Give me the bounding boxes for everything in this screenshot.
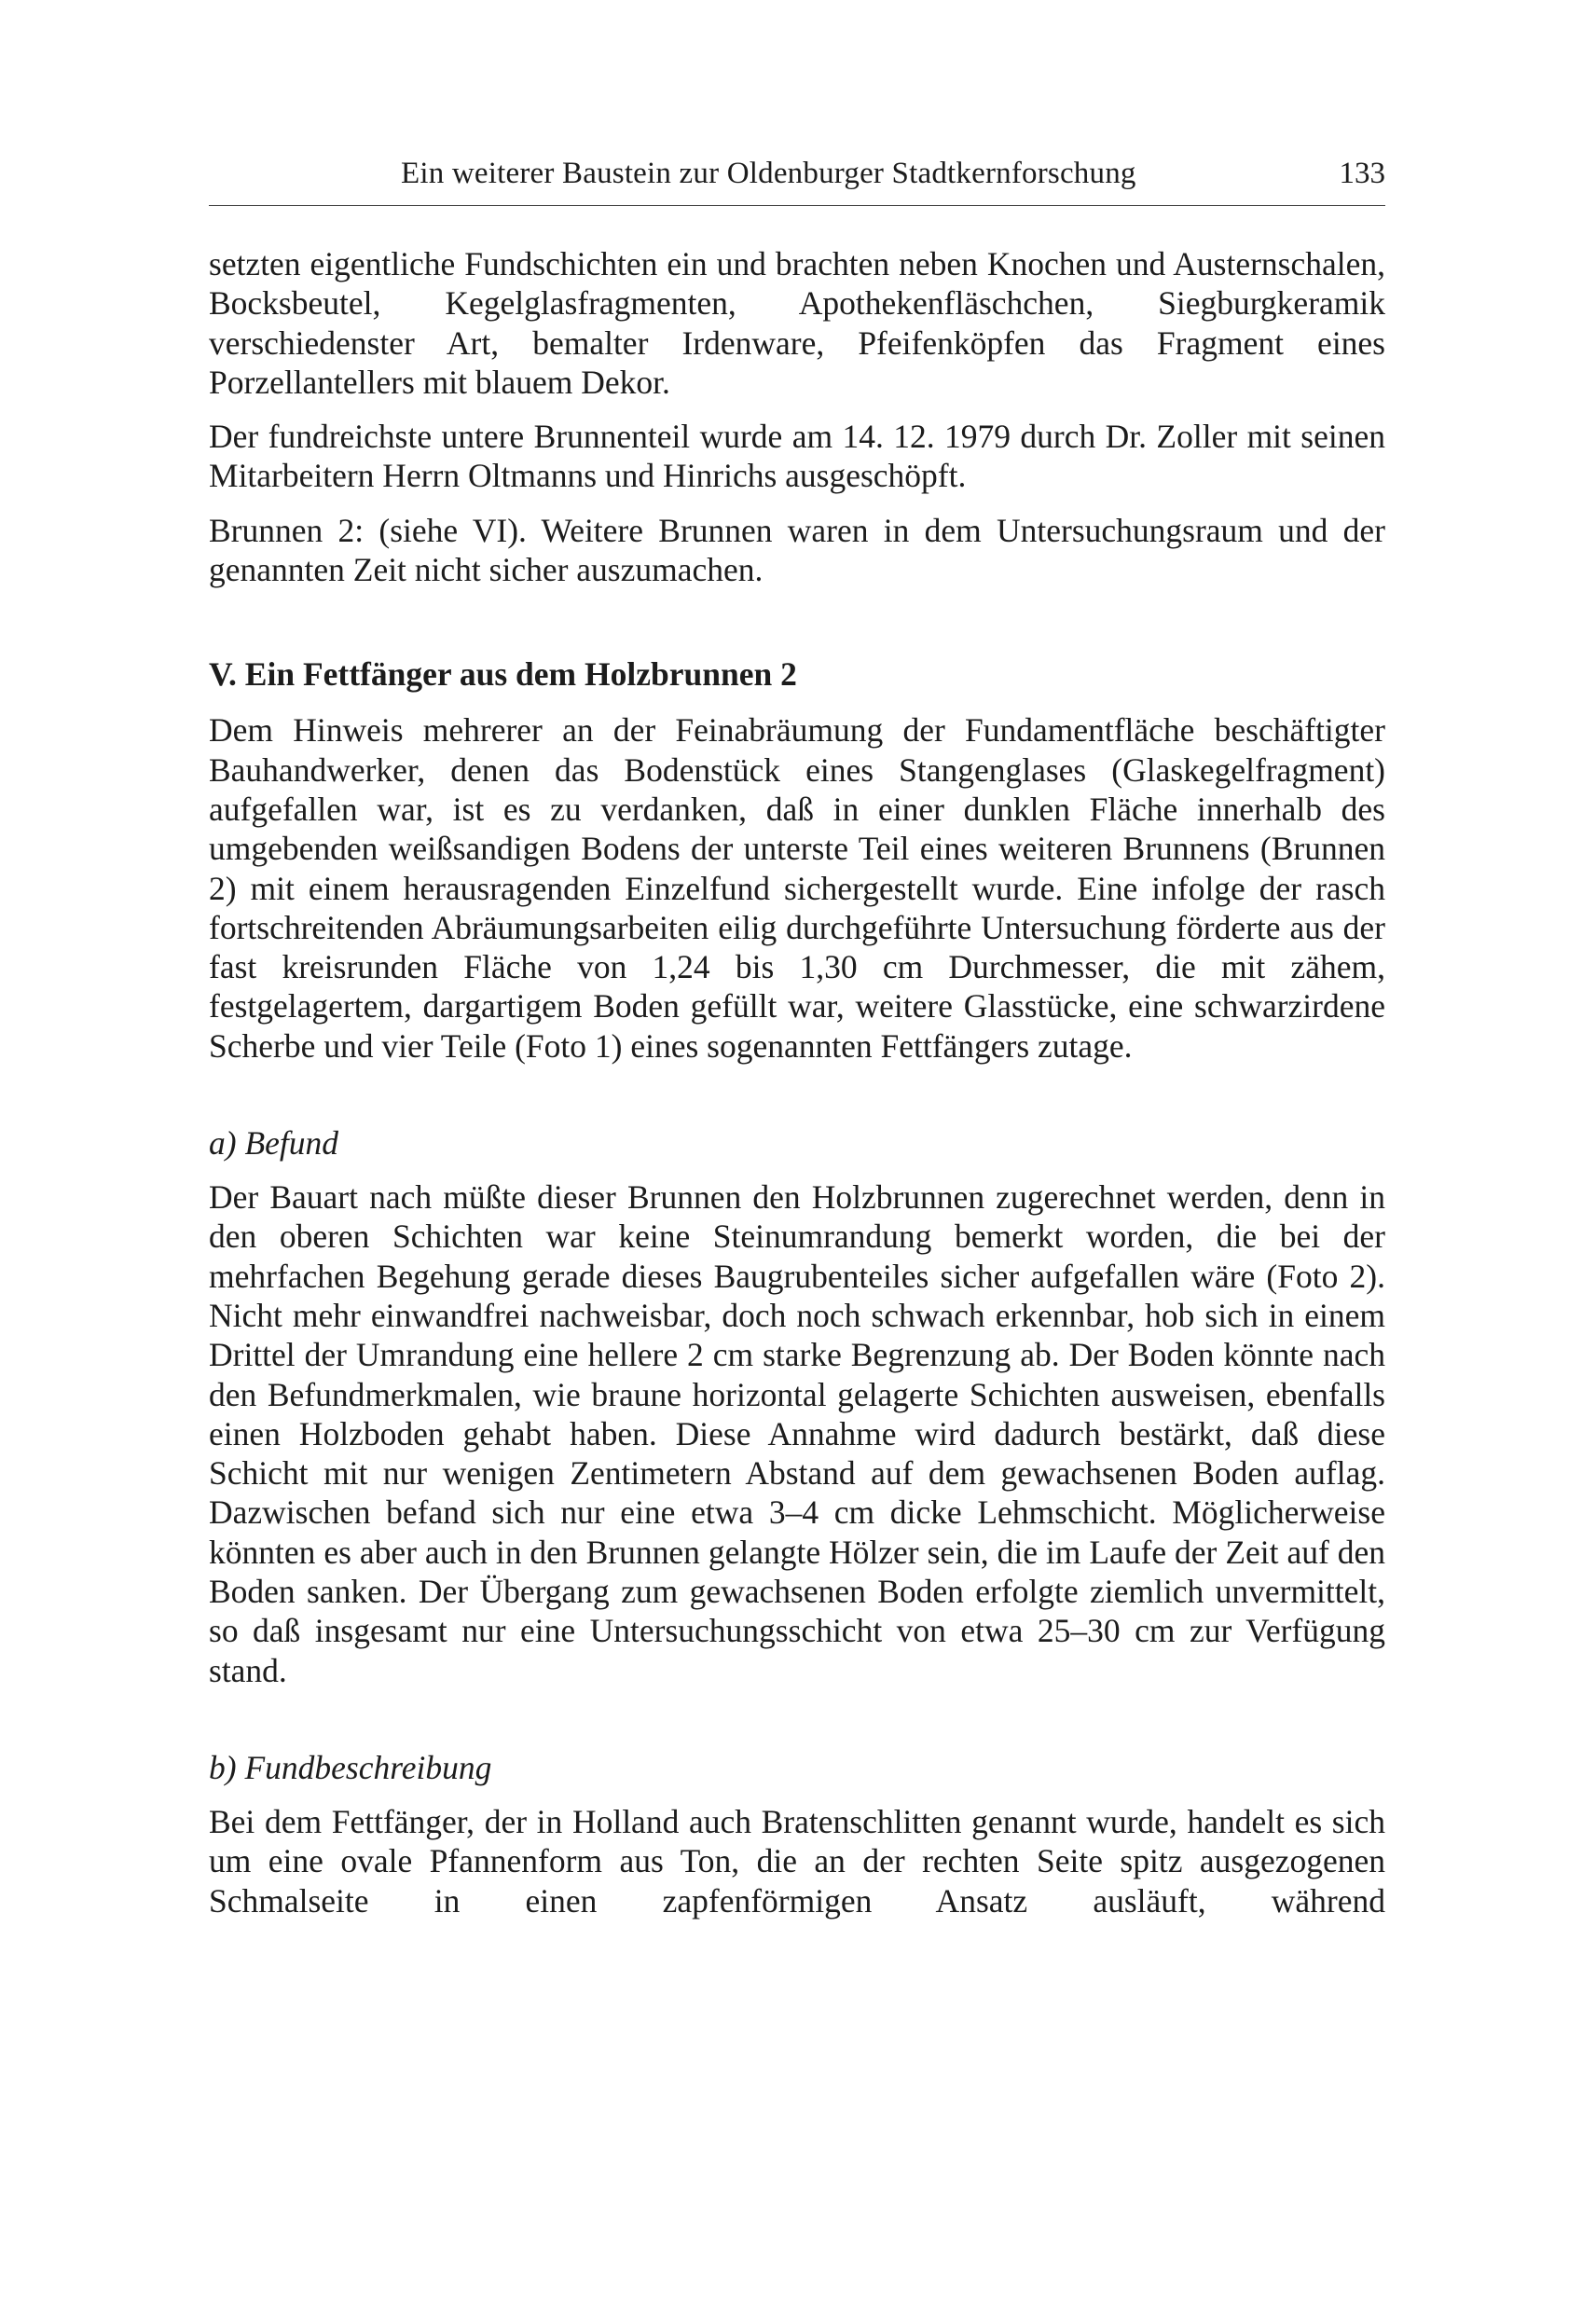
page-body [209,244,1385,1920]
running-title: Ein weiterer Baustein zur Oldenburger Stadtkernforschung [401,157,1136,190]
befund-text: Der Bauart nach müßte dieser Brunnen den Holzbrunnen zugerechnet werden, denn in den oberen Schichten war keine Steinumrandung bemerkt worden, die bei der mehrfachen Begehung gerade dieses Baugrubenteiles sicher aufgefallen wäre (Foto 2). Nicht mehr einwandfrei nachweisbar, doch noch schwach erkennbar, hob sich in einem Drittel der Umrandung eine hellere 2 cm starke Begrenzung ab. Der Boden könnte nach den Befundmerkmalen, wie braune horizontal gelagerte Schichten ausweisen, ebenfalls einen Holzboden gehabt haben. Diese Annahme wird dadurch bestärkt, daß diese Schicht mit nur wenigen Zentimetern Abstand auf dem gewachsenen Boden auflag. Dazwischen befand sich nur eine etwa 3–4 cm dicke Lehmschicht. Möglicherweise könnten es aber auch in den Brunnen gelangte Hölzer sein, die im Laufe der Zeit auf den Boden sanken. Der Übergang zum gewachsenen Boden erfolgte ziemlich unvermittelt, so daß insgesamt nur eine Untersuchungsschicht von etwa 25–30 cm zur Verfügung stand. [209,1178,1385,1689]
paragraph-continuation: setzten eigentliche Fundschichten ein und brachten neben Knochen und Austernschalen, Bocksbeutel, Kegelglasfragmenten, Apothekenfläschchen, Siegburgkeramik verschiedenster Art, bemalter Irdenware, Pfeifenköpfen das Fragment eines Porzellantellers mit blauem Dekor. [209,245,1385,401]
section-v-text: Dem Hinweis mehrerer an der Feinabräumung der Fundamentfläche beschäftigter Bauhandwerker, denen das Bodenstück eines Stangenglases (Glaskegelfragment) aufgefallen war, ist es zu verdanken, daß in einer dunklen Fläche innerhalb des umgebenden weißsandigen Bodens der unterste Teil eines weiteren Brunnens (Brunnen 2) mit einem herausragenden Einzelfund sichergestellt wurde. Eine infolge der rasch fortschreitenden Abräumungsarbeiten eilig durchgeführte Untersuchung förderte aus der fast kreisrunden Fläche von 1,24 bis 1,30 cm Durchmesser, die mit zähem, festgelagertem, dargartigem Boden gefüllt war, weitere Glasstücke, eine schwarzirdene Scherbe und vier Teile (Foto 1) eines sogenannten Fettfängers zutage. [209,711,1385,1065]
paragraph-brunnen-2: Brunnen 2: (siehe VI). Weitere Brunnen waren in dem Untersuchungsraum und der genannten Zeit nicht sicher auszumachen. [209,511,1385,589]
running-head [209,157,1385,206]
fundbeschreibung-text: Bei dem Fettfänger, der in Holland auch Bratenschlitten genannt wurde, handelt es sich um eine ovale Pfannenform aus Ton, die an der rechten Seite spitz ausgezogenen Schmalseite in einen zapfenförmigen Ansatz ausläuft, während [209,1802,1385,1920]
page-number: 133 [1339,157,1385,190]
subsection-heading-fundbeschreibung: b) Fundbeschreibung [209,1748,492,1786]
paragraph-brunnenteil: Der fundreichste untere Brunnenteil wurde am 14. 12. 1979 durch Dr. Zoller mit seinen Mitarbeitern Herrn Oltmanns und Hinrichs ausgeschöpft. [209,418,1385,495]
subsection-heading-befund: a) Befund [209,1124,339,1163]
section-heading-v: V. Ein Fettfänger aus dem Holzbrunnen 2 [209,655,797,694]
